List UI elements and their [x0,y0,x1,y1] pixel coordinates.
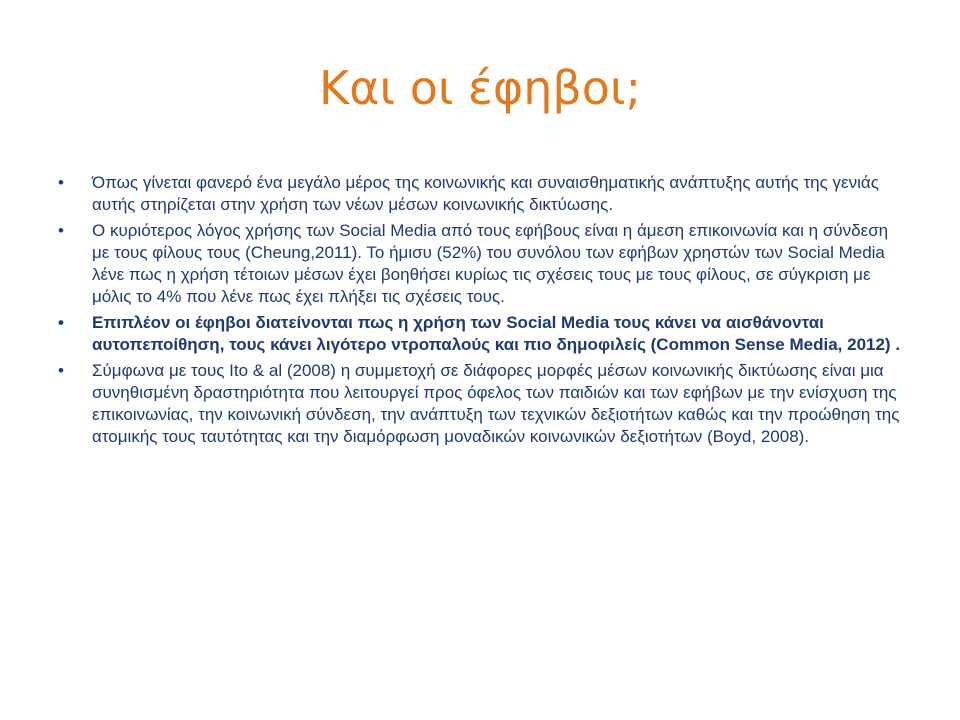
slide-title: Και οι έφηβοι; [319,61,641,115]
bullet-item-4 [58,360,908,448]
bullet-list [58,172,908,452]
bullet-text: Όπως γίνεται φανερό ένα μεγάλο μέρος της κοινωνικής και συναισθηματικής ανάπτυξης αυτής της γενιάς αυτής στηρίζεται στην χρήση των νέων μέσων κοινωνικής δικτύωσης. [92,173,879,214]
bullet-marker: • [58,361,64,380]
bullet-item-1 [58,172,908,216]
bullet-marker: • [58,313,64,332]
bullet-marker: • [58,221,64,240]
bullet-text: Ο κυριότερος λόγος χρήσης των Social Media από τους εφήβους είναι η άμεση επικοινωνία και η σύνδεση με τους φίλους τους (Cheung,2011). Το ήμισυ (52%) του συνόλου των εφήβων χρηστών των Social Media λένε πως η χρήση τέτοιων μέσων έχει βοηθήσει κυρίως τις σχέσεις τους με τους φίλους, σε σύγκριση με μόλις το 4% που λένε πως έχει πλήξει τις σχέσεις τους. [92,221,889,306]
bullet-text: Σύμφωνα με τους Ito & al (2008) η συμμετοχή σε διάφορες μορφές μέσων κοινωνικής δικτύωσης είναι μια συνηθισμένη δραστηριότητα που λειτουργεί προς όφελος των παιδιών και των εφήβων με την ενίσχυση της επικοινωνίας, την κοινωνική σύνδεση, την ανάπτυξη των τεχνικών δεξιοτήτων καθώς και την προώθηση της ατομικής τους ταυτότητας και την διαμόρφωση μοναδικών κοινωνικών δεξιοτήτων (Boyd, 2008). [92,361,900,446]
bullet-item-2 [58,220,908,308]
bullet-marker: • [58,173,64,192]
bullet-text: Επιπλέον οι έφηβοι διατείνονται πως η χρήση των Social Media τους κάνει να αισθάνονται αυτοπεποίθηση, τους κάνει λιγότερο ντροπαλούς και πιο δημοφιλείς (Common Sense Media, 2012) . [92,313,901,354]
bullet-item-3 [58,312,908,356]
